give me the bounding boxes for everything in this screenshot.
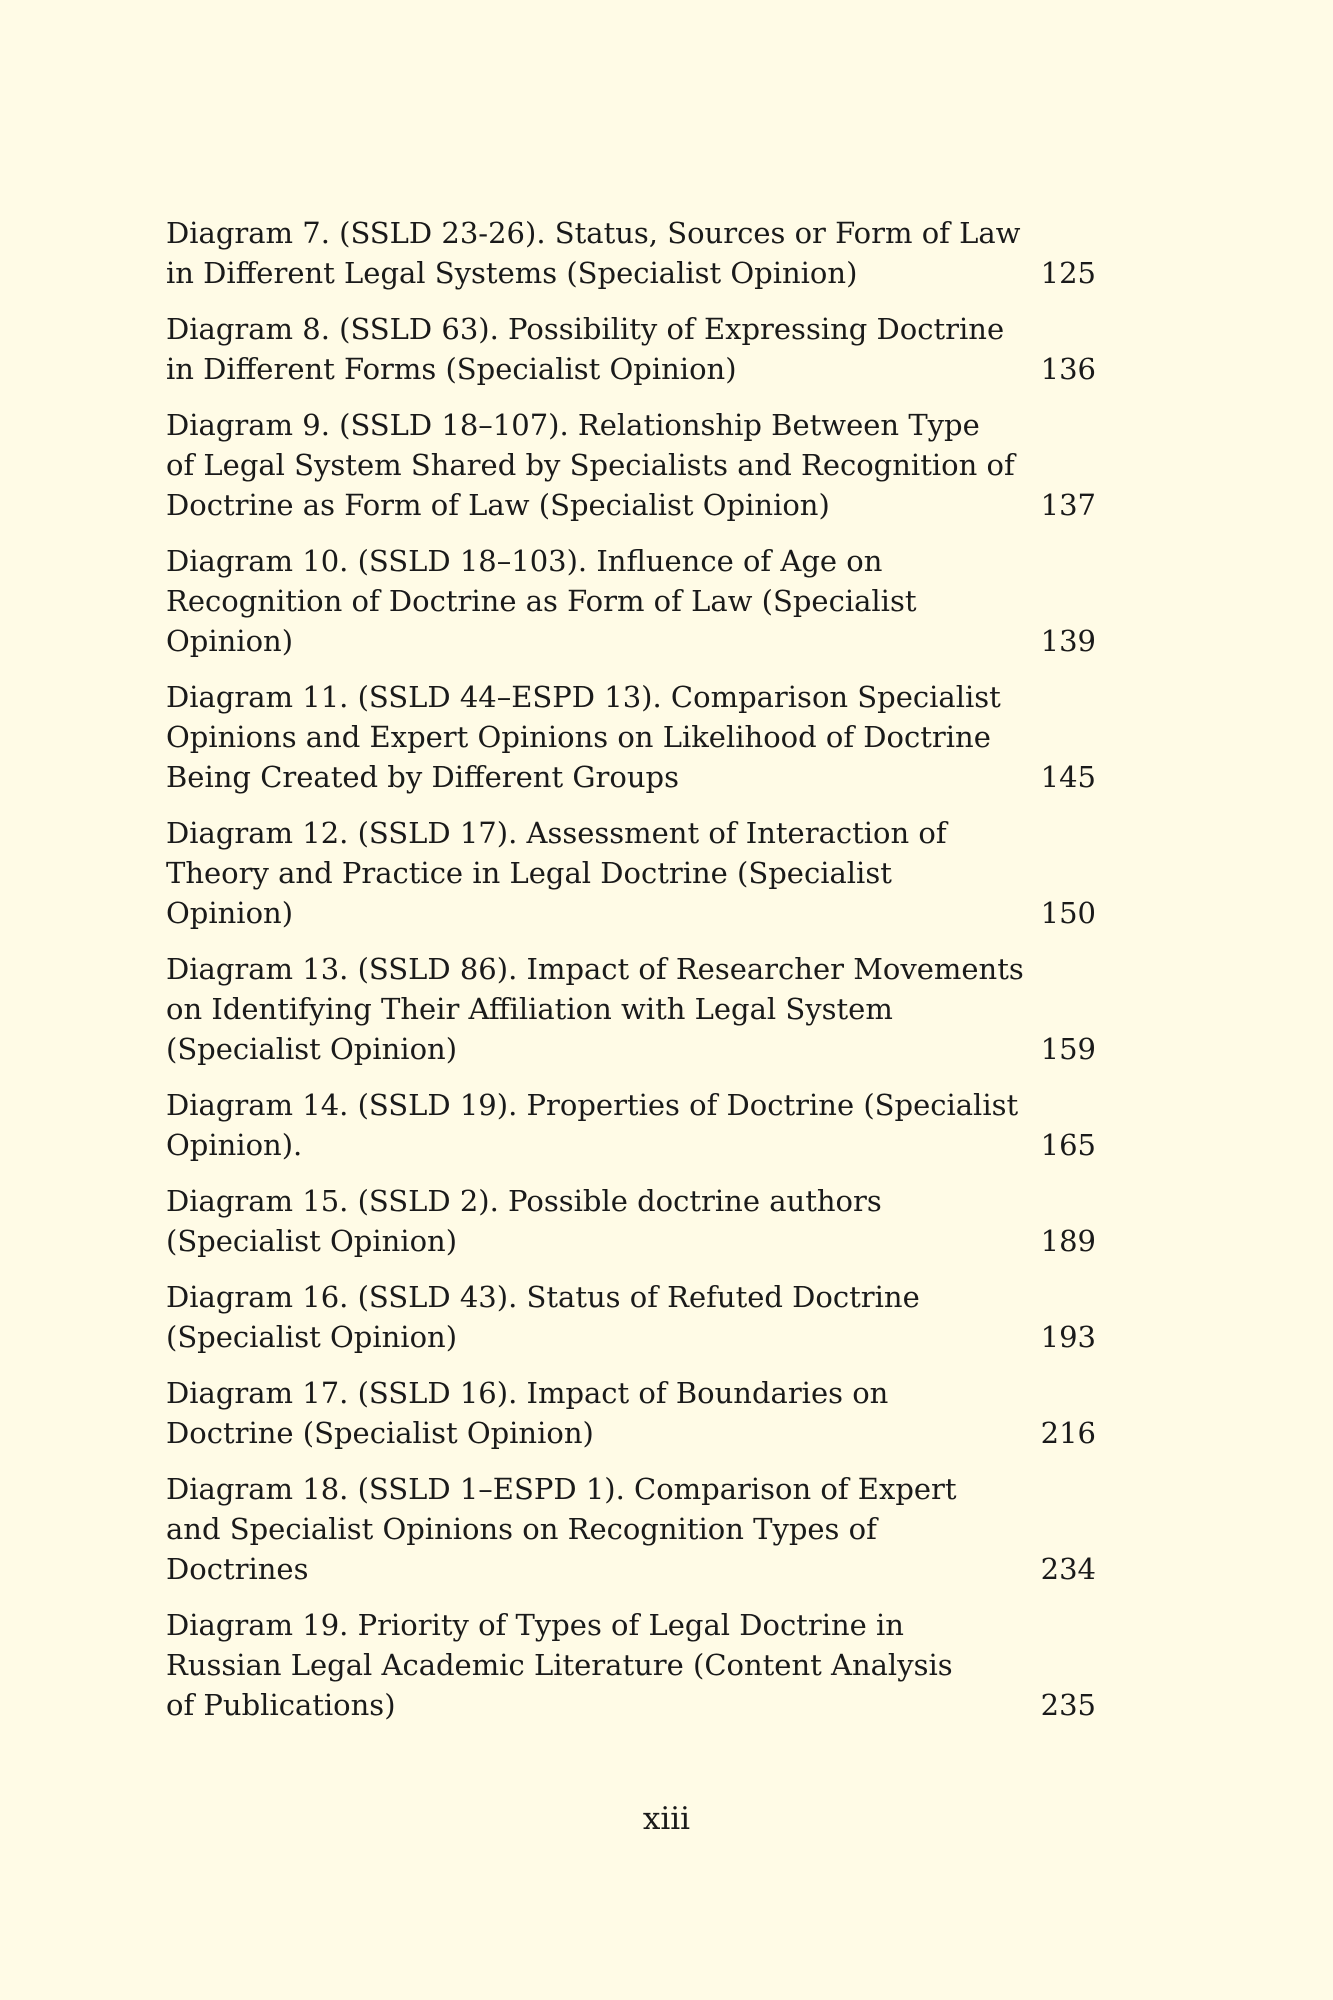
toc-entry-title	[166, 541, 1026, 661]
toc-entry-title	[166, 1469, 1026, 1589]
toc-entry-page-number: 216	[1040, 1416, 1096, 1450]
toc-entry-page-number: 234	[1040, 1552, 1096, 1586]
toc-entry-line: Diagram 16. (SSLD 43). Status of Refuted Doctrine	[166, 1280, 920, 1314]
toc-entry-line: Diagram 7. (SSLD 23-26). Status, Sources or Form of Law	[166, 216, 1021, 250]
toc-entry-page-number: 125	[1040, 256, 1096, 290]
toc-entry-title	[166, 813, 1026, 933]
toc-entry-line: Recognition of Doctrine as Form of Law (Specialist	[166, 584, 917, 618]
toc-entry-diagram-12	[166, 813, 1096, 933]
toc-entry-line: Diagram 19. Priority of Types of Legal Doctrine in	[166, 1608, 904, 1642]
toc-entry-page-number: 145	[1040, 760, 1096, 794]
toc-entry-line: Diagram 11. (SSLD 44–ESPD 13). Comparison Specialist	[166, 680, 1001, 714]
toc-entry-title	[166, 1181, 1026, 1261]
toc-entry-diagram-19	[166, 1605, 1096, 1725]
toc-entry-title	[166, 405, 1026, 525]
toc-entry-line: Diagram 14. (SSLD 19). Properties of Doctrine (Specialist	[166, 1088, 1019, 1122]
toc-entry-page-number: 235	[1040, 1688, 1096, 1722]
toc-entry-title	[166, 1277, 1026, 1357]
toc-entry-title	[166, 677, 1026, 797]
toc-entry-diagram-11	[166, 677, 1096, 797]
toc-entry-page-number: 189	[1040, 1224, 1096, 1258]
toc-entry-diagram-7	[166, 213, 1096, 293]
toc-entry-diagram-10	[166, 541, 1096, 661]
toc-entry-page-number: 193	[1040, 1320, 1096, 1354]
toc-entry-diagram-9	[166, 405, 1096, 525]
toc-entry-diagram-14	[166, 1085, 1096, 1165]
toc-entry-line: Doctrines	[166, 1552, 309, 1586]
toc-entry-diagram-17	[166, 1373, 1096, 1453]
toc-entry-diagram-15	[166, 1181, 1096, 1261]
toc-entry-line: Russian Legal Academic Literature (Content Analysis	[166, 1648, 953, 1682]
toc-entry-line: Opinion)	[166, 896, 294, 930]
toc-entry-diagram-13	[166, 949, 1096, 1069]
toc-entry-line: (Specialist Opinion)	[166, 1320, 458, 1354]
toc-entry-line: in Different Forms (Specialist Opinion)	[166, 352, 737, 386]
toc-entry-line: (Specialist Opinion)	[166, 1224, 458, 1258]
toc-entry-line: Diagram 8. (SSLD 63). Possibility of Expressing Doctrine	[166, 312, 1005, 346]
toc-entry-title	[166, 1085, 1026, 1165]
toc-entry-diagram-8	[166, 309, 1096, 389]
toc-entry-title	[166, 309, 1026, 389]
toc-entry-page-number: 159	[1040, 1032, 1096, 1066]
toc-entry-line: Opinion)	[166, 624, 294, 658]
toc-entry-page-number: 165	[1040, 1128, 1096, 1162]
toc-entry-line: Opinions and Expert Opinions on Likelihood of Doctrine	[166, 720, 991, 754]
toc-entry-diagram-16	[166, 1277, 1096, 1357]
toc-entry-page-number: 137	[1040, 488, 1096, 522]
toc-entry-line: and Specialist Opinions on Recognition Types of	[166, 1512, 877, 1546]
toc-entry-page-number: 150	[1040, 896, 1096, 930]
toc-entry-title	[166, 1605, 1026, 1725]
toc-entry-line: on Identifying Their Affiliation with Legal System	[166, 992, 893, 1026]
toc-entry-line: Diagram 10. (SSLD 18–103). Influence of Age on	[166, 544, 883, 578]
page-folio-number: xiii	[642, 1801, 691, 1837]
toc-entry-page-number: 139	[1040, 624, 1096, 658]
toc-entry-line: Diagram 13. (SSLD 86). Impact of Researcher Movements	[166, 952, 1024, 986]
toc-entry-line: (Specialist Opinion)	[166, 1032, 458, 1066]
toc-entry-title	[166, 1373, 1026, 1453]
toc-entry-line: Diagram 12. (SSLD 17). Assessment of Interaction of	[166, 816, 947, 850]
toc-entry-line: in Different Legal Systems (Specialist Opinion)	[166, 256, 858, 290]
toc-entry-line: Diagram 15. (SSLD 2). Possible doctrine authors	[166, 1184, 882, 1218]
toc-entry-title	[166, 949, 1026, 1069]
toc-entry-page-number: 136	[1040, 352, 1096, 386]
toc-entry-title	[166, 213, 1026, 293]
toc-entry-line: Doctrine as Form of Law (Specialist Opinion)	[166, 488, 830, 522]
toc-entry-line: Doctrine (Specialist Opinion)	[166, 1416, 594, 1450]
toc-entry-line: Opinion).	[166, 1128, 303, 1162]
toc-entry-diagram-18	[166, 1469, 1096, 1589]
toc-entry-line: Diagram 9. (SSLD 18–107). Relationship Between Type	[166, 408, 980, 442]
toc-entry-line: Diagram 18. (SSLD 1–ESPD 1). Comparison of Expert	[166, 1472, 957, 1506]
toc-entry-line: of Publications)	[166, 1688, 396, 1722]
toc-entry-line: Being Created by Different Groups	[166, 760, 679, 794]
list-of-diagrams	[166, 213, 1096, 1741]
toc-entry-line: Diagram 17. (SSLD 16). Impact of Boundaries on	[166, 1376, 889, 1410]
toc-entry-line: of Legal System Shared by Specialists and Recognition of	[166, 448, 1015, 482]
toc-entry-line: Theory and Practice in Legal Doctrine (Specialist	[166, 856, 892, 890]
